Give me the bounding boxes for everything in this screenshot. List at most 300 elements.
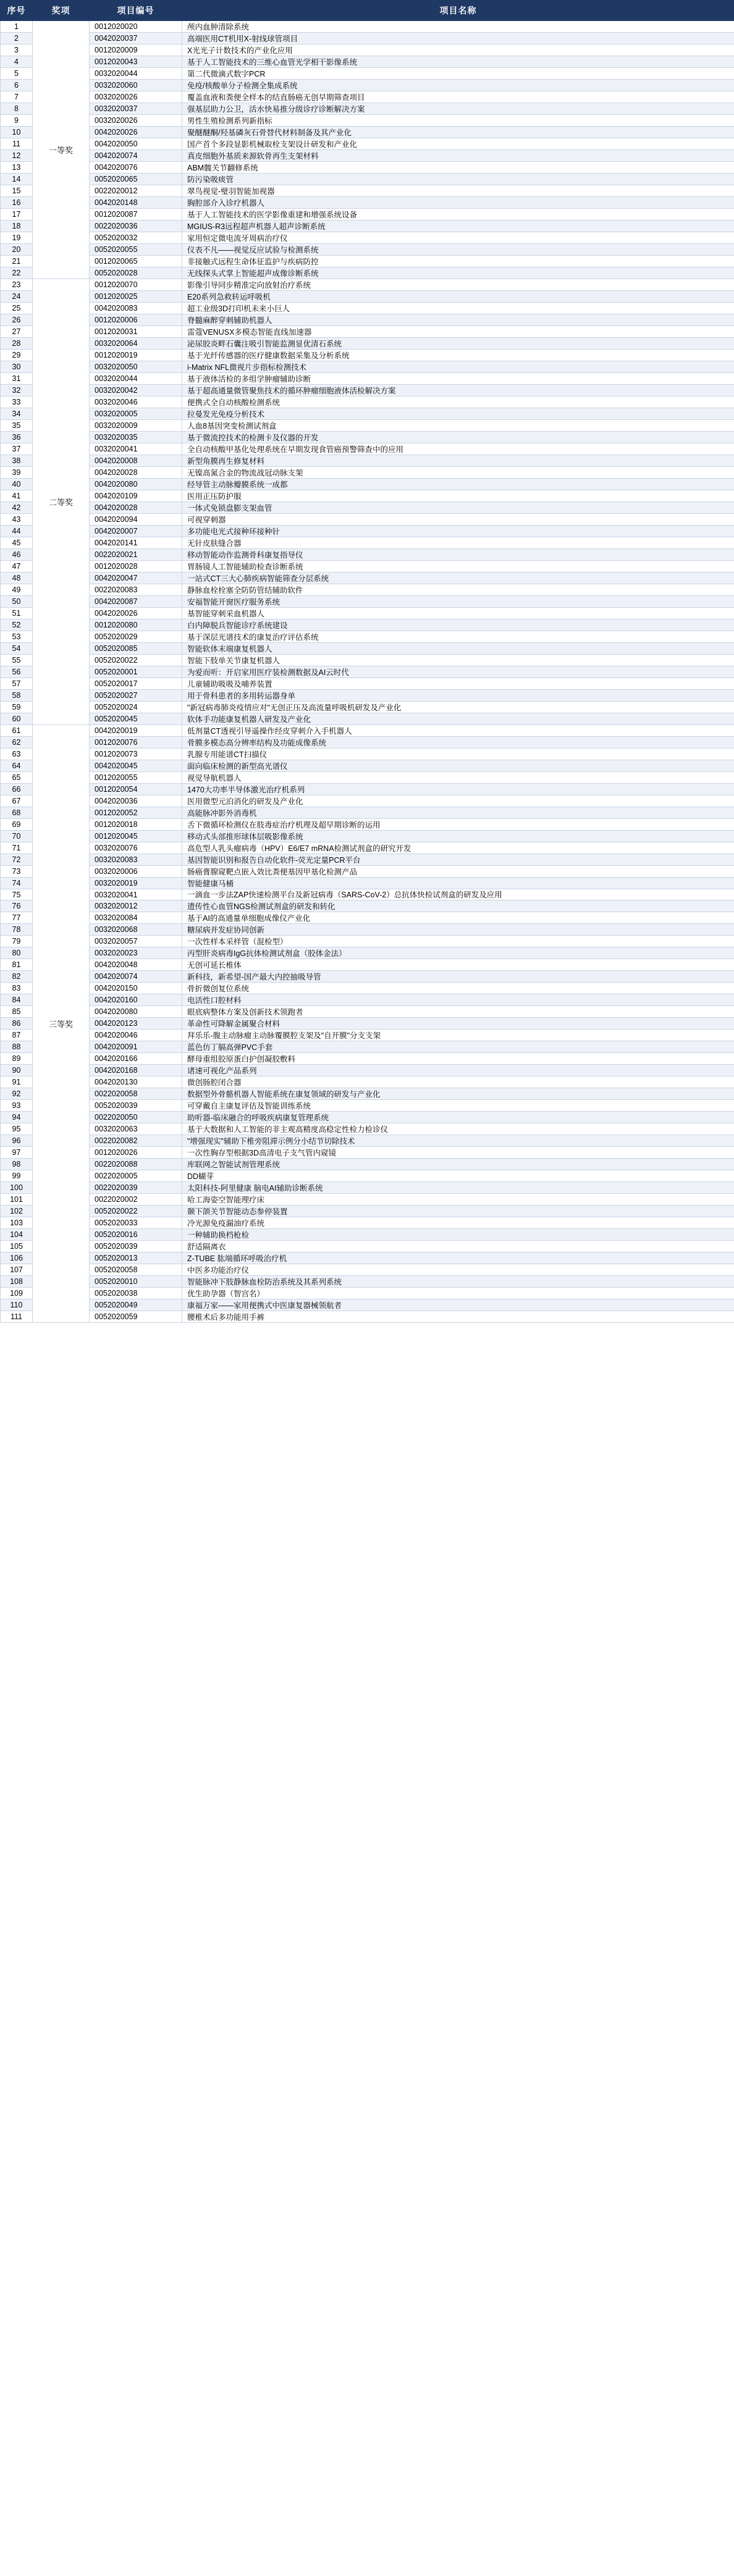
cell-no: 19 <box>1 232 33 244</box>
cell-project-name: 一滴血一步法ZAP快速检测平台及新冠病毒（SARS-CoV-2）总抗体快检试剂盒的研发及应用 <box>182 889 734 900</box>
table-row <box>1 889 734 900</box>
cell-no: 21 <box>1 256 33 267</box>
cell-project-code: 0032020046 <box>90 396 182 408</box>
cell-no: 27 <box>1 326 33 338</box>
table-row <box>1 385 734 396</box>
cell-project-code: 0012020026 <box>90 1147 182 1159</box>
table-row <box>1 279 734 291</box>
cell-project-code: 0042020045 <box>90 760 182 772</box>
cell-project-name: 骨膜多模态高分辨率结构及功能成像系统 <box>182 737 734 749</box>
cell-project-name: 医用正压防护服 <box>182 490 734 502</box>
table-row <box>1 373 734 385</box>
cell-no: 86 <box>1 1018 33 1030</box>
cell-project-name: 基因智能识别和报告自动化软件-荧光定量PCR平台 <box>182 854 734 866</box>
cell-no: 62 <box>1 737 33 749</box>
cell-no: 28 <box>1 338 33 350</box>
cell-no: 59 <box>1 702 33 713</box>
cell-no: 10 <box>1 127 33 138</box>
cell-project-code: 0022020050 <box>90 1112 182 1123</box>
cell-project-code: 0052020016 <box>90 1229 182 1241</box>
cell-project-name: 中医多功能治疗仪 <box>182 1264 734 1276</box>
table-body <box>1 21 734 1323</box>
cell-no: 13 <box>1 162 33 174</box>
cell-project-name: 家用恒定微电流牙周病治疗仪 <box>182 232 734 244</box>
cell-project-code: 0032020026 <box>90 115 182 127</box>
cell-project-name: 影像引导同步精准定向放射治疗系统 <box>182 279 734 291</box>
table-row <box>1 702 734 713</box>
cell-no: 69 <box>1 819 33 831</box>
table-row <box>1 690 734 702</box>
table-row <box>1 900 734 912</box>
cell-project-code: 0042020091 <box>90 1041 182 1053</box>
table-row <box>1 1100 734 1112</box>
table-row <box>1 467 734 479</box>
cell-project-name: MGIUS-R3远程超声机器人超声诊断系统 <box>182 220 734 232</box>
cell-project-name: 便携式全自动核酸检测系统 <box>182 396 734 408</box>
table-row <box>1 502 734 514</box>
table-row <box>1 573 734 584</box>
cell-project-name: 聚醚醚酮/羟基磷灰石骨替代材料制备及其产业化 <box>182 127 734 138</box>
cell-project-name: 用于骨科患者的多用转运器身单 <box>182 690 734 702</box>
cell-no: 93 <box>1 1100 33 1112</box>
table-row <box>1 44 734 56</box>
table-row <box>1 842 734 854</box>
cell-project-code: 0042020028 <box>90 502 182 514</box>
table-row <box>1 420 734 432</box>
cell-project-name: 基于微流控技术的检测卡及仪器的开发 <box>182 432 734 443</box>
table-row <box>1 1206 734 1217</box>
cell-project-name: E20系列急救转运呼吸机 <box>182 291 734 303</box>
table-row <box>1 1076 734 1088</box>
cell-project-name: i-Matrix NFL微视片步指标检测技术 <box>182 361 734 373</box>
cell-project-name: 新科技，新希望-国产最大内控抽吸导管 <box>182 971 734 983</box>
cell-project-name: 基于液体活检的多组学肿瘤辅助诊断 <box>182 373 734 385</box>
cell-project-code: 0042020123 <box>90 1018 182 1030</box>
cell-project-name: 无创可延长椎体 <box>182 959 734 971</box>
cell-project-code: 0052020017 <box>90 678 182 690</box>
cell-project-name: 高端医用CT机用X-射线球管项目 <box>182 33 734 44</box>
cell-project-code: 0042020080 <box>90 479 182 490</box>
cell-no: 44 <box>1 526 33 537</box>
cell-project-name: 真皮细胞外基质来源软骨再生支架材料 <box>182 150 734 162</box>
cell-project-name: 雷蔻VENUSX多模态智能直线加速器 <box>182 326 734 338</box>
cell-project-code: 0012020055 <box>90 772 182 784</box>
cell-no: 88 <box>1 1041 33 1053</box>
cell-project-name: 为爱而听：开启家用医疗装检测数据及AI云时代 <box>182 666 734 678</box>
cell-project-code: 0042020141 <box>90 537 182 549</box>
table-row <box>1 994 734 1006</box>
cell-no: 66 <box>1 784 33 795</box>
cell-no: 16 <box>1 197 33 209</box>
table-row <box>1 361 734 373</box>
table-row <box>1 150 734 162</box>
cell-project-code: 0042020083 <box>90 303 182 314</box>
cell-project-code: 0042020094 <box>90 514 182 526</box>
cell-no: 32 <box>1 385 33 396</box>
cell-project-code: 0052020039 <box>90 1241 182 1252</box>
cell-project-code: 0022020082 <box>90 1135 182 1147</box>
table-row <box>1 68 734 80</box>
cell-project-name: 助听器-临床融合的呼吸疾病康复管理系统 <box>182 1112 734 1123</box>
cell-no: 37 <box>1 443 33 455</box>
cell-project-name: 一种辅助换档枪检 <box>182 1229 734 1241</box>
table-row <box>1 1252 734 1264</box>
cell-award-2: 二等奖 <box>33 279 90 725</box>
cell-project-code: 0032020037 <box>90 103 182 115</box>
cell-project-name: 1470大功率半导体激光治疗机系列 <box>182 784 734 795</box>
cell-project-name: 库联网之智能试剂管理系统 <box>182 1159 734 1170</box>
cell-project-name: DD蝴芽 <box>182 1170 734 1182</box>
cell-project-name: 国产首个多段显影机械取栓支架设计研发和产业化 <box>182 138 734 150</box>
cell-no: 73 <box>1 866 33 878</box>
table-row <box>1 619 734 631</box>
cell-project-name: 新型角膜再生修复材料 <box>182 455 734 467</box>
cell-no: 5 <box>1 68 33 80</box>
table-row <box>1 983 734 994</box>
cell-project-code: 0042020166 <box>90 1053 182 1065</box>
cell-no: 68 <box>1 807 33 819</box>
cell-project-name: 高危型人乳头瘤病毒（HPV）E6/E7 mRNA检测试剂盒的研究开发 <box>182 842 734 854</box>
cell-no: 91 <box>1 1076 33 1088</box>
cell-project-code: 0032020006 <box>90 866 182 878</box>
cell-no: 97 <box>1 1147 33 1159</box>
cell-no: 104 <box>1 1229 33 1241</box>
cell-no: 36 <box>1 432 33 443</box>
cell-project-code: 0042020026 <box>90 127 182 138</box>
table-row <box>1 33 734 44</box>
table-row <box>1 936 734 947</box>
table-row <box>1 608 734 619</box>
cell-project-code: 0052020085 <box>90 643 182 655</box>
cell-project-code: 0012020054 <box>90 784 182 795</box>
cell-project-code: 0012020020 <box>90 21 182 33</box>
cell-project-name: 可视穿刺器 <box>182 514 734 526</box>
cell-project-code: 0042020080 <box>90 1006 182 1018</box>
cell-project-name: 一体式免锁盘膨支架血管 <box>182 502 734 514</box>
cell-no: 49 <box>1 584 33 596</box>
table-row <box>1 479 734 490</box>
cell-project-name: 基于人工智能技术的医学影像重建和增强系统设备 <box>182 209 734 220</box>
cell-no: 85 <box>1 1006 33 1018</box>
column-header-code: 项目编号 <box>90 1 182 21</box>
cell-project-code: 0042020037 <box>90 33 182 44</box>
cell-project-name: "新冠病毒肺炎疫情应对"无创正压及高流量呼吸机研发及产业化 <box>182 702 734 713</box>
cell-no: 2 <box>1 33 33 44</box>
cell-project-code: 0052020039 <box>90 1100 182 1112</box>
cell-project-code: 0032020057 <box>90 936 182 947</box>
cell-project-code: 0012020065 <box>90 256 182 267</box>
cell-project-code: 0052020033 <box>90 1217 182 1229</box>
cell-project-name: 眼底病整体方案及创新技术领跑者 <box>182 1006 734 1018</box>
cell-no: 82 <box>1 971 33 983</box>
cell-project-code: 0042020160 <box>90 994 182 1006</box>
table-row <box>1 1159 734 1170</box>
cell-no: 31 <box>1 373 33 385</box>
cell-project-code: 0052020049 <box>90 1299 182 1311</box>
cell-project-name: 腰椎术后多功能用手裤 <box>182 1311 734 1323</box>
cell-project-name: 经导管主动脉瓣膜系统一成都 <box>182 479 734 490</box>
cell-no: 38 <box>1 455 33 467</box>
cell-no: 22 <box>1 267 33 279</box>
table-row <box>1 162 734 174</box>
cell-no: 72 <box>1 854 33 866</box>
table-row <box>1 291 734 303</box>
cell-project-code: 0032020060 <box>90 80 182 91</box>
cell-project-code: 0032020076 <box>90 842 182 854</box>
cell-project-name: ABM髋关节翻修系统 <box>182 162 734 174</box>
cell-no: 63 <box>1 749 33 760</box>
cell-no: 67 <box>1 795 33 807</box>
cell-project-code: 0032020035 <box>90 432 182 443</box>
cell-no: 70 <box>1 831 33 842</box>
cell-award-1: 一等奖 <box>33 21 90 279</box>
cell-project-code: 0032020019 <box>90 878 182 889</box>
column-header-no: 序号 <box>1 1 33 21</box>
cell-no: 111 <box>1 1311 33 1323</box>
cell-no: 96 <box>1 1135 33 1147</box>
cell-no: 15 <box>1 185 33 197</box>
header-row <box>1 1 734 21</box>
table-row <box>1 912 734 924</box>
table-header <box>1 1 734 21</box>
cell-project-code: 0052020013 <box>90 1252 182 1264</box>
cell-project-code: 0012020043 <box>90 56 182 68</box>
cell-no: 41 <box>1 490 33 502</box>
cell-project-code: 0022020005 <box>90 1170 182 1182</box>
cell-project-code: 0022020002 <box>90 1194 182 1206</box>
table-row <box>1 1299 734 1311</box>
cell-project-name: 仪表不凡——视觉反应试验与检测系统 <box>182 244 734 256</box>
cell-project-code: 0012020025 <box>90 291 182 303</box>
cell-no: 95 <box>1 1123 33 1135</box>
cell-project-name: 强基层助力公卫，活水快易推分级诊疗诊断解决方案 <box>182 103 734 115</box>
cell-no: 34 <box>1 408 33 420</box>
table-row <box>1 80 734 91</box>
cell-project-code: 0042020087 <box>90 596 182 608</box>
cell-project-name: 舌下微循环检测仪在肢毒症治疗机理及超早期诊断的运用 <box>182 819 734 831</box>
cell-no: 109 <box>1 1288 33 1299</box>
cell-project-name: 胃肠镜人工智能辅助检查诊断系统 <box>182 561 734 573</box>
table-row <box>1 443 734 455</box>
cell-project-code: 0052020038 <box>90 1288 182 1299</box>
table-row <box>1 408 734 420</box>
cell-project-code: 0042020150 <box>90 983 182 994</box>
cell-project-name: 一次性胸存型根据3D高清电子支气管内窥镜 <box>182 1147 734 1159</box>
cell-project-code: 0012020006 <box>90 314 182 326</box>
cell-project-code: 0032020044 <box>90 68 182 80</box>
table-row <box>1 725 734 737</box>
cell-no: 106 <box>1 1252 33 1264</box>
table-row <box>1 1018 734 1030</box>
table-row <box>1 795 734 807</box>
cell-project-code: 0022020036 <box>90 220 182 232</box>
table-row <box>1 1135 734 1147</box>
cell-project-name: Z-TUBE 肱端循环呼吸治疗机 <box>182 1252 734 1264</box>
cell-project-code: 0052020032 <box>90 232 182 244</box>
cell-project-name: 数据型外骨骼机器人智能系统在康复领域的研发与产业化 <box>182 1088 734 1100</box>
table-row <box>1 537 734 549</box>
table-row <box>1 1030 734 1041</box>
cell-project-code: 0032020064 <box>90 338 182 350</box>
cell-no: 1 <box>1 21 33 33</box>
cell-no: 107 <box>1 1264 33 1276</box>
table-row <box>1 232 734 244</box>
table-row <box>1 127 734 138</box>
cell-no: 33 <box>1 396 33 408</box>
table-row <box>1 713 734 725</box>
cell-project-name: 安福智能开窗医疗服务系统 <box>182 596 734 608</box>
table-row <box>1 138 734 150</box>
table-row <box>1 1288 734 1299</box>
table-row <box>1 1170 734 1182</box>
cell-project-code: 0012020018 <box>90 819 182 831</box>
table-row <box>1 666 734 678</box>
cell-no: 7 <box>1 91 33 103</box>
table-row <box>1 1123 734 1135</box>
cell-no: 35 <box>1 420 33 432</box>
cell-no: 45 <box>1 537 33 549</box>
cell-project-code: 0042020026 <box>90 608 182 619</box>
cell-project-code: 0032020012 <box>90 900 182 912</box>
cell-no: 100 <box>1 1182 33 1194</box>
cell-project-name: 智能健康马桶 <box>182 878 734 889</box>
cell-project-code: 0052020045 <box>90 713 182 725</box>
cell-project-code: 0052020027 <box>90 690 182 702</box>
cell-project-code: 0042020019 <box>90 725 182 737</box>
cell-project-name: 拉曼发光免疫分析技术 <box>182 408 734 420</box>
cell-project-code: 0052020001 <box>90 666 182 678</box>
cell-project-name: 电活性口腔材料 <box>182 994 734 1006</box>
cell-no: 103 <box>1 1217 33 1229</box>
cell-project-code: 0012020080 <box>90 619 182 631</box>
cell-project-code: 0042020047 <box>90 573 182 584</box>
cell-project-code: 0052020058 <box>90 1264 182 1276</box>
cell-project-code: 0032020044 <box>90 373 182 385</box>
cell-project-name: 微创肠腔闭合器 <box>182 1076 734 1088</box>
cell-no: 87 <box>1 1030 33 1041</box>
cell-project-name: 防污染吸痰管 <box>182 174 734 185</box>
cell-project-name: 面向临床检测的新型高光谱仪 <box>182 760 734 772</box>
cell-project-name: 高能脉冲影外消毒机 <box>182 807 734 819</box>
table-row <box>1 749 734 760</box>
table-row <box>1 1006 734 1018</box>
table-row <box>1 21 734 33</box>
cell-no: 98 <box>1 1159 33 1170</box>
cell-no: 30 <box>1 361 33 373</box>
cell-project-code: 0012020087 <box>90 209 182 220</box>
table-row <box>1 455 734 467</box>
cell-project-code: 0042020008 <box>90 455 182 467</box>
cell-project-name: 低剂量CT透视引导遥操作经皮穿刺介入手机器人 <box>182 725 734 737</box>
cell-project-code: 0032020023 <box>90 947 182 959</box>
table-row <box>1 1276 734 1288</box>
table-row <box>1 878 734 889</box>
cell-no: 83 <box>1 983 33 994</box>
cell-project-code: 0042020109 <box>90 490 182 502</box>
cell-no: 57 <box>1 678 33 690</box>
cell-project-code: 0012020019 <box>90 350 182 361</box>
table-row <box>1 267 734 279</box>
cell-project-name: 软体手功能康复机器人研发及产业化 <box>182 713 734 725</box>
cell-project-code: 0022020088 <box>90 1159 182 1170</box>
column-header-award: 奖项 <box>33 1 90 21</box>
cell-project-code: 0022020012 <box>90 185 182 197</box>
cell-no: 9 <box>1 115 33 127</box>
cell-no: 11 <box>1 138 33 150</box>
table-row <box>1 103 734 115</box>
table-row <box>1 947 734 959</box>
cell-no: 110 <box>1 1299 33 1311</box>
cell-no: 58 <box>1 690 33 702</box>
table-row <box>1 1194 734 1206</box>
cell-project-code: 0042020028 <box>90 467 182 479</box>
cell-project-name: 颞下颌关节智能动态参停装置 <box>182 1206 734 1217</box>
table-row <box>1 772 734 784</box>
cell-project-name: 乳腺专用能谱CT扫描仪 <box>182 749 734 760</box>
cell-no: 52 <box>1 619 33 631</box>
cell-no: 43 <box>1 514 33 526</box>
cell-project-name: 基于AI的高通量单细胞成像仪产业化 <box>182 912 734 924</box>
cell-project-name: 基于人工智能技术的三维心血管光学相干影像系统 <box>182 56 734 68</box>
cell-project-name: 骨折微创复位系统 <box>182 983 734 994</box>
cell-no: 80 <box>1 947 33 959</box>
table-row <box>1 631 734 643</box>
cell-project-name: "增强现实"辅助下椎旁阻滞示例分小结节切除技术 <box>182 1135 734 1147</box>
cell-project-name: 胸腔部介入诊疗机器人 <box>182 197 734 209</box>
cell-no: 25 <box>1 303 33 314</box>
table-row <box>1 643 734 655</box>
cell-project-code: 0012020031 <box>90 326 182 338</box>
cell-project-name: 革命性可降解金属聚合材料 <box>182 1018 734 1030</box>
cell-project-name: 一次性样本采样管（混检型） <box>182 936 734 947</box>
table-row <box>1 1041 734 1053</box>
cell-project-name: 医用微型元泊消化的研发及产业化 <box>182 795 734 807</box>
cell-no: 42 <box>1 502 33 514</box>
cell-project-name: 颅内血肿清除系统 <box>182 21 734 33</box>
cell-project-name: 男性生殖检测系列新指标 <box>182 115 734 127</box>
column-header-name: 项目名称 <box>182 1 734 21</box>
cell-no: 105 <box>1 1241 33 1252</box>
cell-project-name: 第二代微滴式数字PCR <box>182 68 734 80</box>
cell-no: 74 <box>1 878 33 889</box>
cell-no: 4 <box>1 56 33 68</box>
table-row <box>1 185 734 197</box>
cell-project-name: 遗传性心血管NGS检测试剂盒的研发和转化 <box>182 900 734 912</box>
cell-project-name: 诸速可视化产品系列 <box>182 1065 734 1076</box>
cell-project-code: 0042020130 <box>90 1076 182 1088</box>
cell-project-name: 基于深层光谱技术的康复治疗评估系统 <box>182 631 734 643</box>
cell-project-name: 翠鸟视觉-璧羽智能加视器 <box>182 185 734 197</box>
cell-no: 53 <box>1 631 33 643</box>
cell-no: 18 <box>1 220 33 232</box>
table-row <box>1 197 734 209</box>
cell-project-name: 覆盖血液和粪便全样本的结直肠癌无创早期筛查项目 <box>182 91 734 103</box>
cell-project-name: 拜乐乐-腹主动脉瘤主动脉覆膜腔支架及"自开膜"分支支架 <box>182 1030 734 1041</box>
cell-project-code: 0052020022 <box>90 1206 182 1217</box>
table-row <box>1 56 734 68</box>
cell-no: 20 <box>1 244 33 256</box>
cell-project-code: 0042020050 <box>90 138 182 150</box>
cell-project-name: 冷光源免疫漏油疗系统 <box>182 1217 734 1229</box>
cell-no: 47 <box>1 561 33 573</box>
cell-project-name: 无镍高氮合金的物流战冠动脉支架 <box>182 467 734 479</box>
cell-no: 26 <box>1 314 33 326</box>
cell-project-code: 0032020042 <box>90 385 182 396</box>
cell-project-code: 0042020074 <box>90 971 182 983</box>
cell-no: 8 <box>1 103 33 115</box>
cell-no: 54 <box>1 643 33 655</box>
cell-project-code: 0022020083 <box>90 584 182 596</box>
